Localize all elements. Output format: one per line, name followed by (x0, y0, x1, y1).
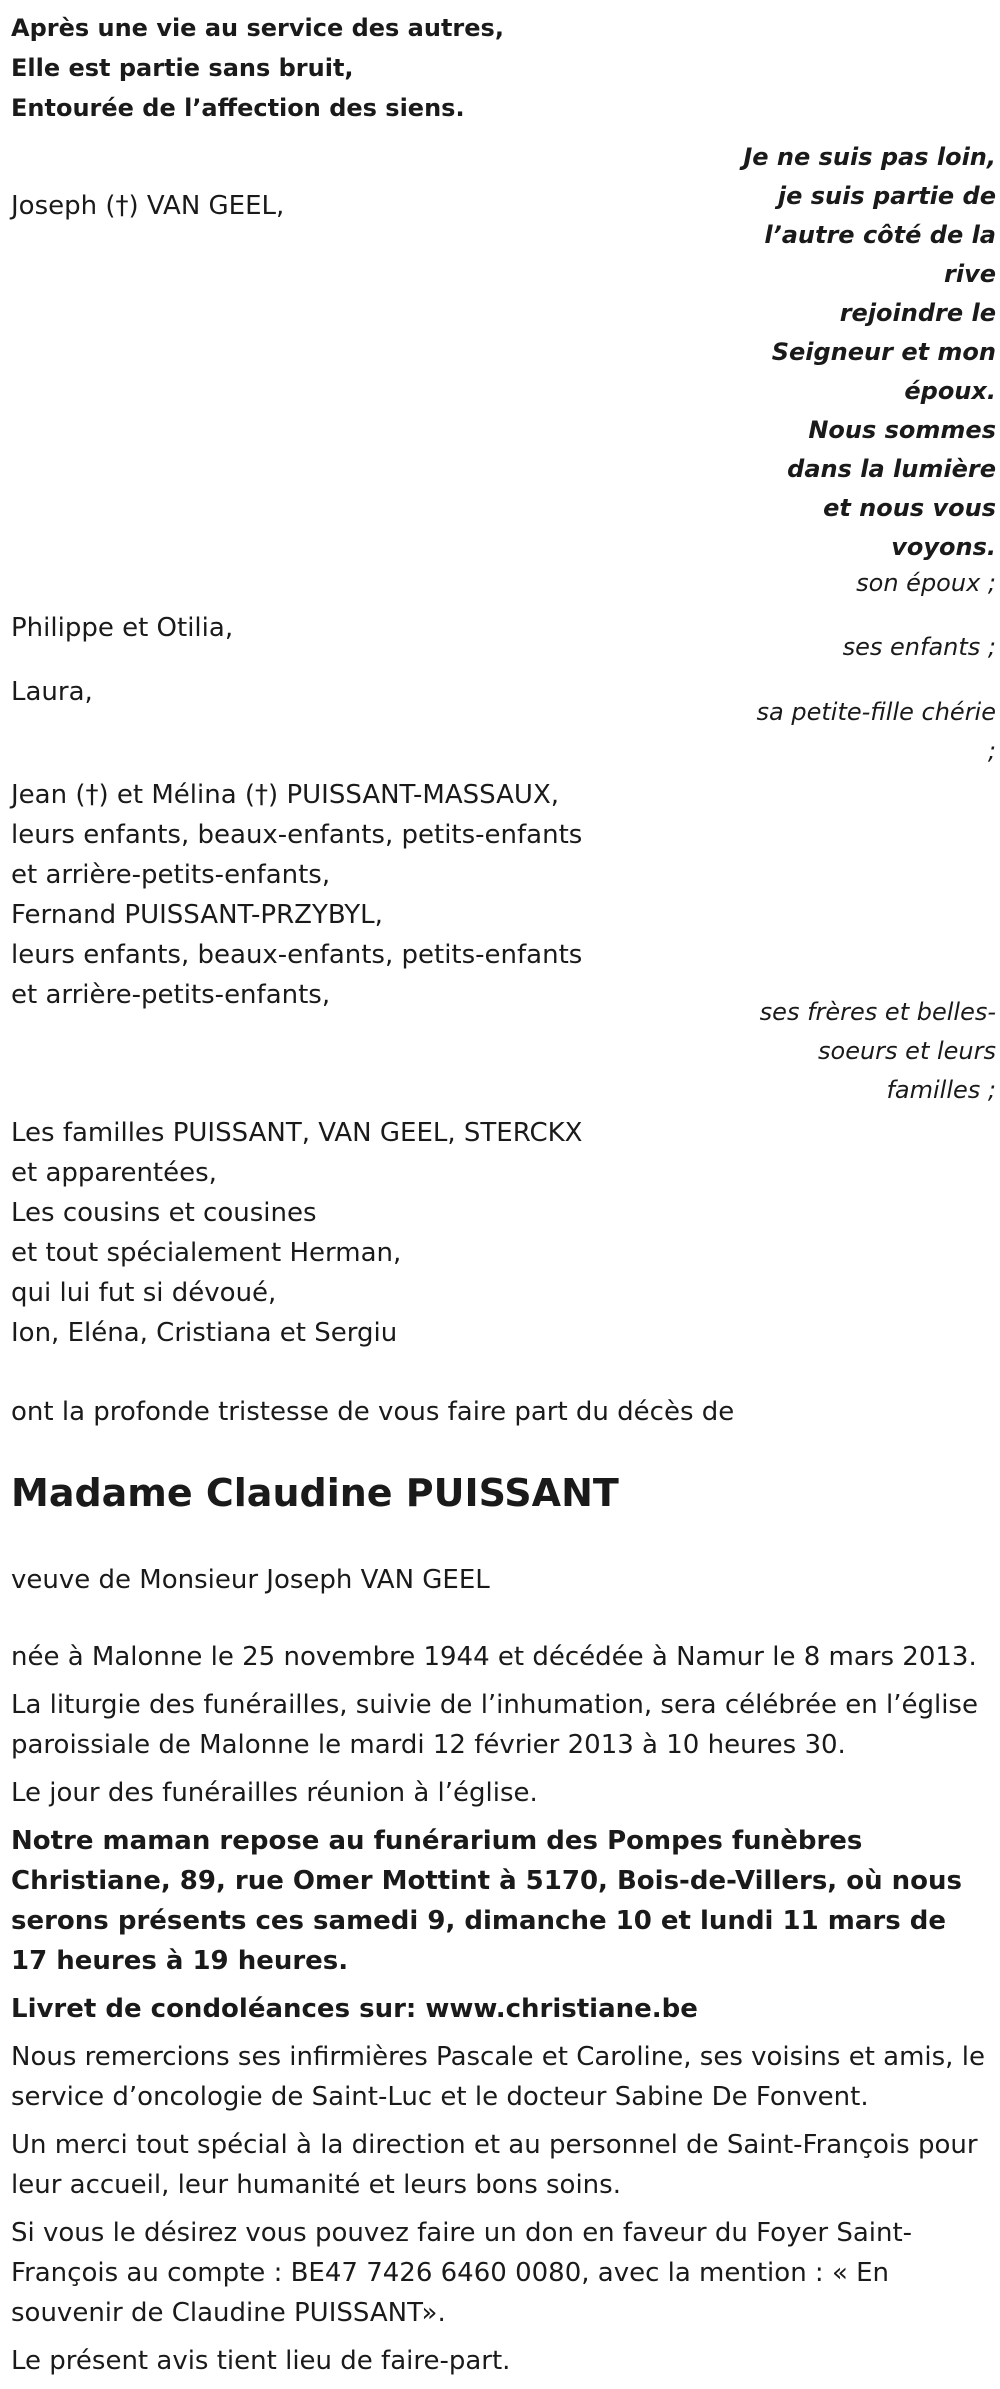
siblings-line: et arrière-petits-enfants, (11, 860, 331, 890)
children-names: Philippe et Otilia, (11, 613, 234, 643)
granddaughter-name: Laura, (11, 677, 93, 707)
families-line: et tout spécialement Herman, (11, 1238, 402, 1268)
poem-line: Je ne suis pas loin, (743, 143, 996, 171)
siblings-line: leurs enfants, beaux-enfants, petits-enfants (11, 940, 583, 970)
siblings-relation: ses frères et belles- soeurs et leurs familles ; (759, 998, 996, 1104)
intro-line: Après une vie au service des autres, (11, 14, 504, 42)
poem-line: époux. (904, 377, 996, 405)
poem-line: rive (944, 260, 996, 288)
poem-line: rejoindre le (839, 299, 996, 327)
siblings-block (11, 775, 582, 1015)
donation-info: Si vous le désirez vous pouvez faire un don en faveur du Foyer Saint-François au compte : BE47 7426 6460 0080, avec la mention : « En souvenir de Claudine PUISSANT». (11, 2218, 913, 2328)
poem-line: dans la lumière (787, 455, 996, 483)
birth-death-dates: née à Malonne le 25 novembre 1944 et décédée à Namur le 8 mars 2013. (11, 1642, 977, 1672)
intro-line: Entourée de l’affection des siens. (11, 94, 465, 122)
families-line: Ion, Eléna, Cristiana et Sergiu (11, 1318, 398, 1348)
thanks-saint-francois: Un merci tout spécial à la direction et au personnel de Saint-François pour leur accueil, leur humanité et leurs bons soins. (11, 2130, 978, 2200)
condolence-book: Livret de condoléances sur: www.christiane.be (11, 1994, 698, 2024)
poem-quote (726, 138, 996, 567)
funeral-liturgy: La liturgie des funérailles, suivie de l’inhumation, sera célébrée en l’église paroissiale de Malonne le mardi 12 février 2013 à 10 heures 30. (11, 1690, 978, 1760)
deceased-name: Madame Claudine PUISSANT (11, 1471, 619, 1515)
intro-verse (11, 8, 504, 128)
closing-note: Le présent avis tient lieu de faire-part. (11, 2346, 511, 2376)
poem-line: voyons. (891, 533, 996, 561)
families-line: qui lui fut si dévoué, (11, 1278, 277, 1308)
funerarium-info: Notre maman repose au funérarium des Pompes funèbres Christiane, 89, rue Omer Mottint à 5170, Bois-de-Villers, où nous serons présents ces samedi 9, dimanche 10 et lundi 11 mars de 17 heures à 19 heures. (11, 1826, 963, 1976)
families-line: et apparentées, (11, 1158, 217, 1188)
siblings-line: Jean (†) et Mélina (†) PUISSANT-MASSAUX, (11, 780, 560, 810)
siblings-line: et arrière-petits-enfants, (11, 980, 331, 1010)
families-line: Les familles PUISSANT, VAN GEEL, STERCKX (11, 1118, 583, 1148)
siblings-line: Fernand PUISSANT-PRZYBYL, (11, 900, 383, 930)
families-block (11, 1113, 582, 1353)
husband-name: Joseph (†) VAN GEEL, (11, 191, 285, 221)
families-line: Les cousins et cousines (11, 1198, 317, 1228)
announcement-text: ont la profonde tristesse de vous faire part du décès de (11, 1397, 735, 1427)
poem-line: Nous sommes (808, 416, 996, 444)
siblings-line: leurs enfants, beaux-enfants, petits-enfants (11, 820, 583, 850)
widow-of: veuve de Monsieur Joseph VAN GEEL (11, 1565, 490, 1595)
poem-line: l’autre côté de la (764, 221, 996, 249)
intro-line: Elle est partie sans bruit, (11, 54, 354, 82)
poem-line: Seigneur et mon (771, 338, 996, 366)
granddaughter-relation: sa petite-fille chérie ; (756, 698, 996, 765)
children-relation: ses enfants ; (842, 633, 996, 661)
husband-relation: son époux ; (856, 569, 996, 597)
notice-body (11, 1637, 991, 2389)
funeral-day-meeting: Le jour des funérailles réunion à l’église. (11, 1778, 538, 1808)
thanks-nurses: Nous remercions ses infirmières Pascale et Caroline, ses voisins et amis, le service d’oncologie de Saint-Luc et le docteur Sabine De Fonvent. (11, 2042, 985, 2112)
poem-line: et nous vous (823, 494, 996, 522)
poem-line: je suis partie de (777, 182, 996, 210)
